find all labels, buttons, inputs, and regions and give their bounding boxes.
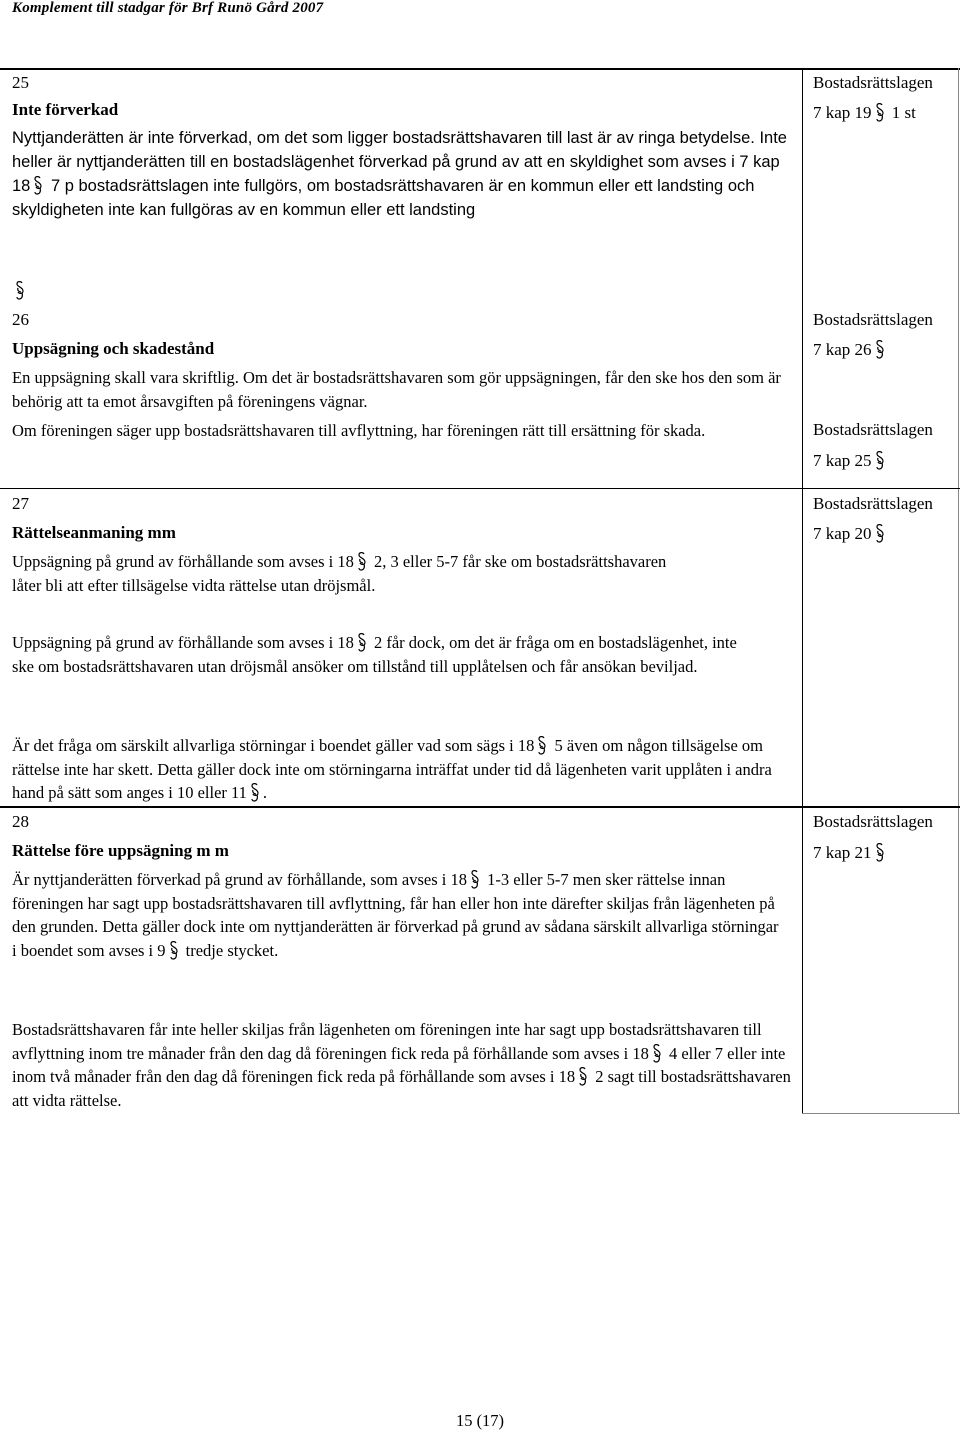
section-sign-icon (652, 1043, 662, 1063)
section-body: Uppsägning på grund av förhållande som avses i 18 2 får dock, om det är fråga om en bostadslägenhet, inte ske om bostadsrättshavaren utan dröjsmål ansöker om tillstånd till upplåtelsen och får ansökan beviljad. (12, 633, 737, 676)
chapter-reference: 7 kap 21 (813, 842, 888, 864)
law-reference: Bostadsrättslagen (813, 420, 933, 439)
section-title: Inte förverkad (12, 100, 119, 119)
section-title: Rättelseanmaning mm (12, 523, 176, 542)
law-reference: Bostadsrättslagen (813, 494, 933, 513)
section-number: 25 (12, 73, 29, 92)
section-body: Bostadsrättshavaren får inte heller skiljas från lägenheten om föreningen inte har sagt upp bostadsrättshavaren till avflyttning inom tre månader från den dag då föreningen fick reda på förhållande som avses i 18 4 eller 7 eller inte inom två månader från den dag då föreningen fick reda på förhållande som avses i 18 2 sagt till bostadsrättshavaren att vidta rättelse. (12, 1020, 791, 1110)
chapter-reference: 7 kap 26 (813, 339, 888, 361)
section-number: 27 (12, 494, 29, 513)
page-number: 15 (17) (455, 1411, 505, 1430)
section-number: 28 (12, 812, 29, 831)
body-text: 7 p bostadsrättslagen inte fullgörs, om bostadsrättshavaren är en kommun eller ett landsting och skyldigheten inte kan fullgöras av en kommun eller ett landsting (12, 177, 755, 219)
section-sign-icon (875, 102, 885, 122)
section-body (12, 126, 792, 222)
section-sign-icon (875, 339, 885, 359)
law-reference: Bostadsrättslagen (813, 310, 933, 329)
column-divider (802, 68, 803, 1114)
section-sign-icon (578, 1066, 588, 1086)
section-body: En uppsägning skall vara skriftlig. Om det är bostadsrättshavaren som gör uppsägningen, får den ske hos den som är behörig att ta emot årsavgiften på föreningens vägnar. (12, 368, 781, 411)
section-sign-icon (33, 175, 43, 195)
divider (0, 488, 960, 489)
remark (12, 279, 28, 303)
section-sign-icon (537, 735, 547, 755)
section-sign-icon (357, 632, 367, 652)
section-sign-icon (470, 869, 480, 889)
law-reference: Bostadsrättslagen (813, 812, 933, 831)
chapter-reference: 7 kap 19 1 st (813, 103, 916, 122)
divider (0, 68, 960, 70)
divider (0, 806, 960, 808)
divider (802, 1113, 960, 1114)
section-sign-icon (250, 782, 260, 802)
section-sign-icon (15, 280, 25, 300)
section-sign-icon (875, 523, 885, 543)
section-number: 26 (12, 310, 29, 329)
section-body: Är det fråga om särskilt allvarliga störningar i boendet gäller vad som sägs i 18 5 även om någon tillsägelse om rättelse inte har skett. Detta gäller dock inte om störningarna inträffat under tid då lägenheten varit upplåten i andra hand på sätt som anges i 10 eller 11 . (12, 736, 772, 802)
right-border (958, 68, 959, 1114)
document-header: Komplement till stadgar för Brf Runö Gård 2007 (12, 0, 324, 16)
section-body: Om föreningen säger upp bostadsrättshavaren till avflyttning, har föreningen rätt till ersättning för skada. (12, 421, 706, 440)
body-text: Nyttjanderätten är inte förverkad, om det som ligger bostadsrättshavaren till last är av ringa betydelse. Inte heller är nyttjanderätten till en bostadslägenhet förverkad på grund av att en skyldighet som avses i 7 kap 18 (12, 129, 787, 195)
section-title: Uppsägning och skadestånd (12, 339, 215, 358)
section-sign-icon (875, 842, 885, 862)
chapter-reference: 7 kap 20 (813, 523, 888, 545)
section-sign-icon (875, 450, 885, 470)
chapter-reference: 7 kap 25 (813, 450, 888, 472)
law-reference: Bostadsrättslagen (813, 73, 933, 92)
section-body: Uppsägning på grund av förhållande som avses i 18 2, 3 eller 5-7 får ske om bostadsrättshavaren låter bli att efter tillsägelse vidta rättelse utan dröjsmål. (12, 552, 667, 595)
section-sign-icon (357, 551, 367, 571)
section-body: Är nyttjanderätten förverkad på grund av förhållande, som avses i 18 1-3 eller 5-7 men sker rättelse innan föreningen har sagt upp bostadsrättshavaren till avflyttning, får han eller hon inte därefter skiljas från lägenheten på den grunden. Detta gäller dock inte om nyttjanderätten är förverkad på grund av sådana särskilt allvarliga störningar i boendet som avses i 9 tredje stycket. (12, 870, 779, 960)
section-title: Rättelse före uppsägning m m (12, 841, 229, 860)
section-sign-icon (169, 940, 179, 960)
